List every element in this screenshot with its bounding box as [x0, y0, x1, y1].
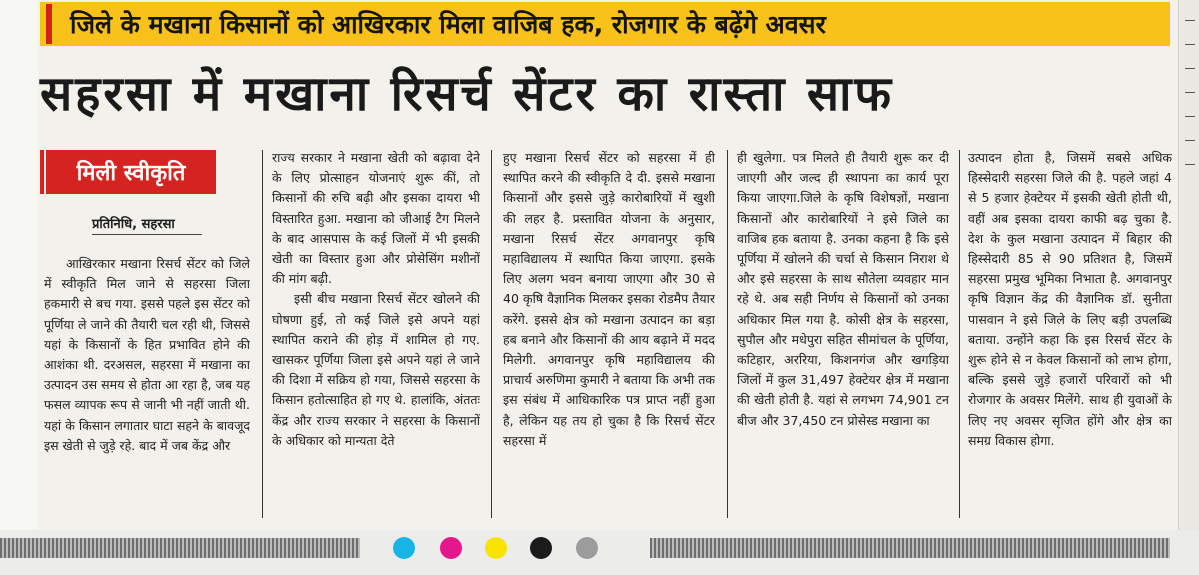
- print-calibration-stripe: [0, 538, 360, 558]
- registration-mark-yellow: [485, 537, 507, 559]
- kicker-accent-stripe: [46, 4, 52, 44]
- article-column-2: [272, 148, 480, 526]
- article-column-1: [44, 254, 250, 526]
- registration-mark-magenta: [440, 537, 462, 559]
- column-divider: [959, 150, 960, 518]
- column-1-paragraph-1: आखिरकार मखाना रिसर्च सेंटर को जिले में स्वीकृति मिल जाने से सहरसा जिला हकमारी से बच गया. इससे पहले इस सेंटर को पूर्णिया ले जाने की तैयारी चल रही थी, जिससे यहां के किसानों के हित प्रभावित होने की आशंका थी. दरअसल, सहरसा में मखाना का उत्पादन उस समय से होता आ रहा है, जब यह फसल व्यापक रूप से जानी भी नहीं जाती थी. यहां के किसान लगातार घाटा सहने के बावजूद इस खेती से जुड़े रहे. बाद में जब केंद्र और: [44, 256, 250, 453]
- byline-underline: [92, 234, 202, 235]
- left-page-margin: [0, 0, 38, 530]
- print-calibration-stripe: [650, 538, 1170, 558]
- headline: सहरसा में मखाना रिसर्च सेंटर का रास्ता साफ: [40, 66, 895, 122]
- column-2-paragraph-1: राज्य सरकार ने मखाना खेती को बढ़ावा देने के लिए प्रोत्साहन योजनाएं शुरू कीं, तो किसानों की रुचि बढ़ी और इसका दायरा भी विस्तारित हुआ. मखाना को जीआई टैग मिलने के बाद आसपास के कई जिलों में भी इसकी खेती का विस्तार हुआ और प्रोसेसिंग मशीनों की मांग बढ़ी.: [272, 150, 480, 287]
- column-5-paragraph-1: उत्पादन होता है, जिसमें सबसे अधिक हिस्सेदारी सहरसा जिले की है. पहले जहां 4 से 5 हजार हेक्टेयर में इसकी खेती होती थी, वहीं अब इसका दायरा काफी बढ़ चुका है. देश के कुल मखाना उत्पादन में बिहार की हिस्सेदारी 85 से 90 प्रतिशत है, जिसमें सहरसा प्रमुख भूमिका निभाता है. अगवानपुर कृषि विज्ञान केंद्र की वैज्ञानिक डॉ. सुनीता पासवान ने इसे जिले के लिए बड़ी उपलब्धि बताया. उन्होंने कहा कि इस रिसर्च सेंटर के शुरू होने से न केवल किसानों को लाभ होगा, बल्कि इससे जुड़े हजारों परिवारों को भी रोजगार के अवसर मिलेंगे. साथ ही युवाओं के लिए नए अवसर सृजित होंगे और क्षेत्र का समग्र विकास होगा.: [968, 150, 1172, 448]
- kicker-text: जिले के मखाना किसानों को आखिरकार मिला वाजिब हक, रोजगार के बढ़ेंगे अवसर: [70, 10, 826, 39]
- column-divider: [727, 150, 728, 518]
- registration-mark-gray: [576, 537, 598, 559]
- article-column-3: [503, 148, 715, 526]
- column-2-paragraph-2: इसी बीच मखाना रिसर्च सेंटर खोलने की घोषणा हुई, तो कई जिले इसे अपने यहां स्थापित कराने की होड़ में शामिल हो गए. खासकर पूर्णिया जिला इसे अपने यहां ले जाने की दिशा में सक्रिय हो गया, जिससे सहरसा के किसान हतोत्साहित हो गए थे. हालांकि, अंततः केंद्र और राज्य सरकार ने सहरसा के किसानों के अधिकार को मान्यता देते: [272, 291, 480, 448]
- registration-mark-cyan: [393, 537, 415, 559]
- article-column-4: [737, 148, 949, 526]
- byline: प्रतिनिधि, सहरसा: [92, 217, 175, 232]
- registration-mark-black: [530, 537, 552, 559]
- kicker-banner: [40, 2, 1170, 46]
- column-3-paragraph-1: हुए मखाना रिसर्च सेंटर को सहरसा में ही स्थापित करने की स्वीकृति दे दी. इससे मखाना किसानों और इससे जुड़े कारोबारियों में खुशी की लहर है. प्रस्तावित योजना के अनुसार, मखाना रिसर्च सेंटर अगवानपुर कृषि महाविद्यालय में स्थापित किया जाएगा. इसके लिए अलग भवन बनाया जाएगा और 30 से 40 कृषि वैज्ञानिक मिलकर इसका रोडमैप तैयार करेंगे. इससे क्षेत्र को मखाना उत्पादन का बड़ा हब बनाने और किसानों की आय बढ़ाने में मदद मिलेगी. अगवानपुर कृषि महाविद्यालय की प्राचार्य अरुणिमा कुमारी ने बताया कि अभी तक इस संबंध में आधिकारिक पत्र प्राप्त नहीं हुआ है, लेकिन यह तय हो चुका है कि रिसर्च सेंटर सहरसा में: [503, 150, 715, 448]
- adjacent-page-edge: [1178, 0, 1199, 530]
- column-divider: [491, 150, 492, 518]
- column-divider: [262, 150, 263, 518]
- article-column-5: [968, 148, 1172, 526]
- section-label: [46, 150, 216, 194]
- column-4-paragraph-1: ही खुलेगा. पत्र मिलते ही तैयारी शुरू कर दी जाएगी और जल्द ही स्थापना का कार्य पूरा किया जाएगा.जिले के कृषि विशेषज्ञों, मखाना किसानों और कारोबारियों ने इसे जिले का वाजिब हक बताया है. उनका कहना है कि इसे पूर्णिया में खोलने की चर्चा से किसान निराश थे और इसे सहरसा के साथ सौतेला व्यवहार मान रहे थे. अब सही निर्णय से किसानों को उनका अधिकार मिल गया है. कोसी क्षेत्र के सहरसा, सुपौल और मधेपुरा सहित सीमांचल के पूर्णिया, कटिहार, अररिया, किशनगंज और खगड़िया जिलों में कुल 31,497 हेक्टेयर क्षेत्र में मखाना की खेती होती है. यहां से लगभग 74,901 टन बीज और 37,450 टन प्रोसेस्ड मखाना का: [737, 150, 949, 428]
- section-label-text: मिली स्वीकृति: [76, 161, 186, 186]
